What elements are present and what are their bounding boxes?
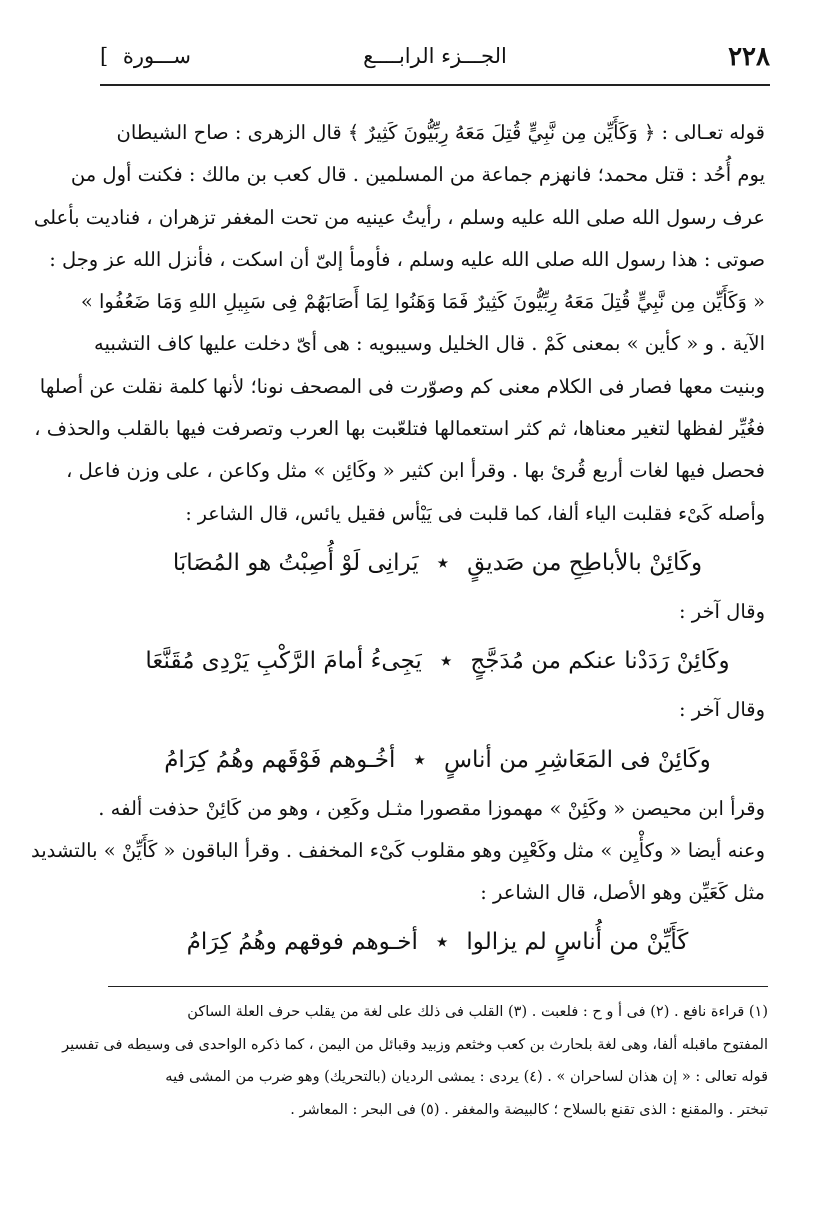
footnote-line: (١) قراءة نافع . (٢) فى أ و ح : فلعبت . (٣) القلب فى ذلك على لغة من يقلب حرف العلة الساكن — [187, 1004, 768, 1020]
verse-separator-icon: ٭ — [413, 746, 426, 773]
verse-hemistich-second: أخُـوهم فَوْقَهم وهُمُ كِرَامُ — [164, 746, 396, 773]
verse-line — [110, 732, 765, 788]
verse-separator-icon: ٭ — [435, 929, 449, 956]
text-line: قوله تعـالى : ﴿ وَكَأَيِّن مِن نَّبِيٍّ قُتِلَ مَعَهُ رِبِّيُّونَ كَثِيرٌ ﴾ قال الزهرى : صاح الشيطان — [116, 121, 765, 144]
verse-hemistich-second: أخـوهم فوقهم وهُمُ كِرَامُ — [186, 929, 418, 956]
text-line: وأصله كَىْء فقلبت الياء ألفا، كما قلبت فى يَيْأس فقيل يائس، قال الشاعر : — [185, 502, 765, 525]
text-line: وبنيت معها فصار فى الكلام معنى كم وصوّرت فى المصحف نونا؛ لأنها كلمة نقلت عن أصلها — [39, 374, 765, 398]
text-line: الآية . و « كأين » بمعنى كَمْ . قال الخليل وسيبويه : هى أىّ دخلت عليها كاف التشبيه — [94, 332, 765, 356]
page-number: ٢٢٨ — [728, 42, 770, 72]
footnote-line: المفتوح ماقبله ألفا، وهى لغة بلحارث بن كعب وخثعم وزبيد وقبائل من اليمن ، كما ذكره الواحدى فى وسيطه فى تفسير — [62, 1036, 768, 1053]
footnote-line: تبختر . والمقنع : الذى تقنع بالسلاح ؛ كالبيضة والمغفر . (٥) فى البحر : المعاشر . — [290, 1101, 768, 1118]
verse-hemistich-second: يَرانِى لَوْ أُصِبْتُ هو المُصَابَا — [172, 549, 419, 576]
verse-hemistich-first: وكَائِنْ رَدَدْنا عنكم من مُدَجَّجٍ — [470, 648, 730, 675]
footnotes — [62, 996, 768, 1126]
text-line: صوتى : هذا رسول الله صلى الله عليه وسلم ، فأومأ إلىّ أن اسكت ، فأنزل الله عز وجل : — [49, 247, 765, 271]
text-line: وقال آخر : — [678, 599, 765, 623]
text-line: فغُيِّر لفظها لتغير معناها، ثم كثر استعمالها فتلعّبت بها العرب وتصرفت فيها بالقلب والحذف ، — [34, 417, 765, 441]
text-line: عرف رسول الله صلى الله عليه وسلم ، رأيتُ عينيه من تحت المغفر تزهران ، فناديت بأعلى — [33, 205, 765, 229]
running-title: الجـــزء الرابــــع — [363, 44, 507, 68]
surah-bracket: ] — [100, 44, 109, 68]
header-rule — [100, 84, 770, 86]
footnote-rule — [108, 986, 768, 987]
verse-separator-icon: ٭ — [439, 648, 453, 675]
verse-separator-icon: ٭ — [436, 549, 450, 576]
verse-line — [110, 914, 765, 970]
verse-line — [110, 633, 765, 689]
text-line: وقرأ ابن محيصن « وكَئِنْ » مهموزا مقصورا مثـل وكَعِن ، وهو من كَائِنْ حذفت ألفه . — [98, 796, 765, 820]
text-line: مثل كَعَيِّن وهو الأصل، قال الشاعر : — [480, 881, 765, 905]
footnote-line: قوله تعالى : « إن هذان لساحران » . (٤) يردى : يمشى الرديان (بالتحريك) وهو ضرب من المشى فيه — [165, 1069, 768, 1085]
surah-label-text: ســـورة — [122, 44, 191, 68]
verse-hemistich-second: يَجِىءُ أمامَ الرَّكْبِ يَرْدِى مُقَنَّعَا — [145, 648, 422, 675]
verse-hemistich-first: كَأَيِّنْ من أُناسٍ لم يزالوا — [466, 929, 689, 956]
surah-label — [100, 44, 191, 68]
verse-line — [110, 535, 765, 591]
text-line: وقال آخر : — [678, 698, 765, 722]
text-line: يوم أُحُد : قتل محمد؛ فانهزم جماعة من المسلمين . قال كعب بن مالك : فكنت أول من — [70, 163, 765, 187]
page-header — [100, 38, 770, 86]
text-line: « وَكَأَيِّن مِن نَّبِيٍّ قُتِلَ مَعَهُ رِبِّيُّونَ كَثِيرٌ فَمَا وَهَنُوا لِمَا أَصَابَهُمْ فِى سَبِيلِ اللهِ وَمَا ضَعُفُوا » — [80, 290, 765, 314]
main-text — [31, 112, 765, 970]
text-line: وعنه أيضا « وكأْيِن » مثل وكَعْيِن وهو مقلوب كَىْء المخفف . وقرأ الباقون « كَأَيِّنْ » بالتشديد — [31, 838, 765, 862]
verse-hemistich-first: وكَائِنْ فى المَعَاشِرِ من أناسٍ — [443, 746, 711, 773]
text-line: فحصل فيها لغات أربع قُرئ بها . وقرأ ابن كثير « وكَائِن » مثل وكاعن ، على وزن فاعل ، — [66, 459, 765, 483]
verse-hemistich-first: وكَائِنْ بالأباطِحِ من صَديقٍ — [467, 549, 703, 576]
